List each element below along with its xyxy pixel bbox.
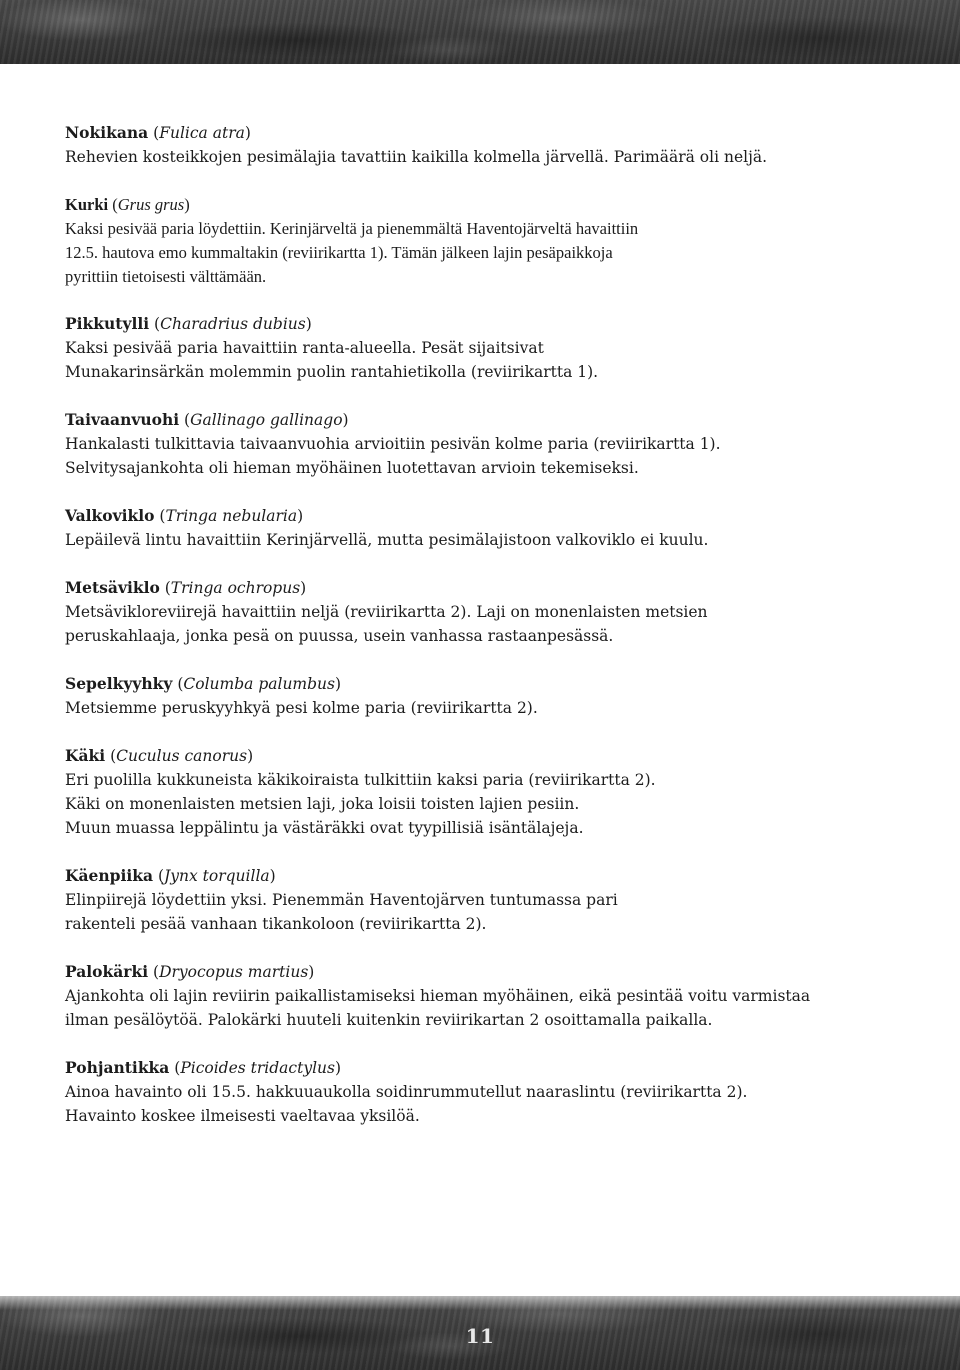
species-text-line: 12.5. hautova emo kummaltakin (reviirikartta 1). Tämän jälkeen lajin pesäpaikkoja bbox=[65, 243, 613, 262]
species-latin-name: Tringa nebularia bbox=[165, 507, 298, 525]
species-text-line: Elinpiirejä löydettiin yksi. Pienemmän Haventojärven tuntumassa pari bbox=[65, 891, 618, 909]
species-text-line: Kaksi pesivää paria löydettiin. Kerinjärveltä ja pienemmältä Haventojärveltä havaittiin bbox=[65, 219, 639, 238]
species-heading: Valkoviklo (Tringa nebularia) bbox=[65, 506, 304, 525]
species-latin-name: Dryocopus martius bbox=[159, 963, 309, 981]
species-heading: Pohjantikka (Picoides tridactylus) bbox=[65, 1058, 342, 1077]
species-heading: Nokikana (Fulica atra) bbox=[65, 123, 251, 142]
species-heading: Käenpiika (Jynx torquilla) bbox=[65, 866, 276, 885]
species-name: Pohjantikka bbox=[65, 1058, 170, 1077]
species-name: Valkoviklo bbox=[65, 506, 155, 525]
species-name: Pikkutylli bbox=[65, 314, 150, 333]
species-entry-taivaanvuohi bbox=[65, 408, 925, 480]
species-heading: Metsäviklo (Tringa ochropus) bbox=[65, 578, 307, 597]
species-text-line: Eri puolilla kukkuneista käkikoiraista tulkittiin kaksi paria (reviirikartta 2). bbox=[65, 771, 656, 789]
species-text-line: ilman pesälöytöä. Palokärki huuteli kuitenkin reviirikartan 2 osoittamalla paikalla. bbox=[65, 1011, 713, 1029]
species-heading: Kurki (Grus grus) bbox=[65, 195, 190, 214]
species-entry-kurki bbox=[65, 193, 925, 289]
species-latin-name: Tringa ochropus bbox=[170, 579, 301, 597]
species-latin-name: Picoides tridactylus bbox=[180, 1059, 335, 1077]
species-name: Metsäviklo bbox=[65, 578, 160, 597]
species-text-line: Hankalasti tulkittavia taivaanvuohia arvioitiin pesivän kolme paria (reviirikartta 1). bbox=[65, 435, 721, 453]
species-entry-pikkutylli bbox=[65, 312, 925, 384]
species-heading: Pikkutylli (Charadrius dubius) bbox=[65, 314, 312, 333]
species-heading: Taivaanvuohi (Gallinago gallinago) bbox=[65, 410, 349, 429]
species-entry-palokarki bbox=[65, 960, 925, 1032]
species-text-line: Rehevien kosteikkojen pesimälajia tavattiin kaikilla kolmella järvellä. Parimäärä oli neljä. bbox=[65, 148, 768, 166]
species-list bbox=[65, 121, 925, 1152]
species-name: Kurki bbox=[65, 195, 109, 214]
species-entry-sepelkyyhky bbox=[65, 672, 925, 720]
species-name: Käki bbox=[65, 746, 106, 765]
species-text-line: Muun muassa leppälintu ja västäräkki ovat tyypillisiä isäntälajeja. bbox=[65, 819, 584, 837]
species-name: Nokikana bbox=[65, 123, 149, 142]
species-name: Taivaanvuohi bbox=[65, 410, 180, 429]
species-heading: Palokärki (Dryocopus martius) bbox=[65, 962, 315, 981]
species-text-line: Selvitysajankohta oli hieman myöhäinen luotettavan arvioin tekemiseksi. bbox=[65, 459, 639, 477]
species-entry-pohjantikka bbox=[65, 1056, 925, 1128]
top-rock-texture-band bbox=[0, 0, 960, 64]
species-entry-metsaviklo bbox=[65, 576, 925, 648]
species-text-line: Munakarinsärkän molemmin puolin rantahietikolla (reviirikartta 1). bbox=[65, 363, 599, 381]
species-latin-name: Charadrius dubius bbox=[160, 315, 306, 333]
species-latin-name: Columba palumbus bbox=[183, 675, 335, 693]
species-text-line: Metsävikloreviirejä havaittiin neljä (reviirikartta 2). Laji on monenlaisten metsien bbox=[65, 603, 708, 621]
species-text-line: Ainoa havainto oli 15.5. hakkuuaukolla soidinrummutellut naaraslintu (reviirikartta 2). bbox=[65, 1083, 748, 1101]
species-name: Sepelkyyhky bbox=[65, 674, 173, 693]
page-number: 11 bbox=[465, 1324, 495, 1348]
species-latin-name: Grus grus bbox=[117, 195, 185, 214]
species-text-line: Metsiemme peruskyyhkyä pesi kolme paria (reviirikartta 2). bbox=[65, 699, 538, 717]
species-text-line: peruskahlaaja, jonka pesä on puussa, usein vanhassa rastaanpesässä. bbox=[65, 627, 614, 645]
species-text-line: rakenteli pesää vanhaan tikankoloon (reviirikartta 2). bbox=[65, 915, 487, 933]
species-latin-name: Gallinago gallinago bbox=[190, 411, 343, 429]
species-text-line: pyrittiin tietoisesti välttämään. bbox=[65, 267, 267, 286]
species-entry-kaki bbox=[65, 744, 925, 840]
species-latin-name: Jynx torquilla bbox=[164, 867, 270, 885]
species-latin-name: Fulica atra bbox=[159, 124, 245, 142]
species-text-line: Käki on monenlaisten metsien laji, joka loisii toisten lajien pesiin. bbox=[65, 795, 580, 813]
species-entry-valkoviklo bbox=[65, 504, 925, 552]
species-entry-kaenpiika bbox=[65, 864, 925, 936]
species-heading: Sepelkyyhky (Columba palumbus) bbox=[65, 674, 342, 693]
species-name: Käenpiika bbox=[65, 866, 154, 885]
species-name: Palokärki bbox=[65, 962, 149, 981]
species-text-line: Kaksi pesivää paria havaittiin ranta-alueella. Pesät sijaitsivat bbox=[65, 339, 544, 357]
species-text-line: Ajankohta oli lajin reviirin paikallistamiseksi hieman myöhäinen, eikä pesintää voitu varmistaa bbox=[65, 987, 811, 1005]
species-latin-name: Cuculus canorus bbox=[116, 747, 248, 765]
species-heading: Käki (Cuculus canorus) bbox=[65, 746, 254, 765]
species-entry-nokikana bbox=[65, 121, 925, 169]
species-text-line: Lepäilevä lintu havaittiin Kerinjärvellä, mutta pesimälajistoon valkoviklo ei kuulu. bbox=[65, 531, 709, 549]
species-text-line: Havainto koskee ilmeisesti vaeltavaa yksilöä. bbox=[65, 1107, 420, 1125]
